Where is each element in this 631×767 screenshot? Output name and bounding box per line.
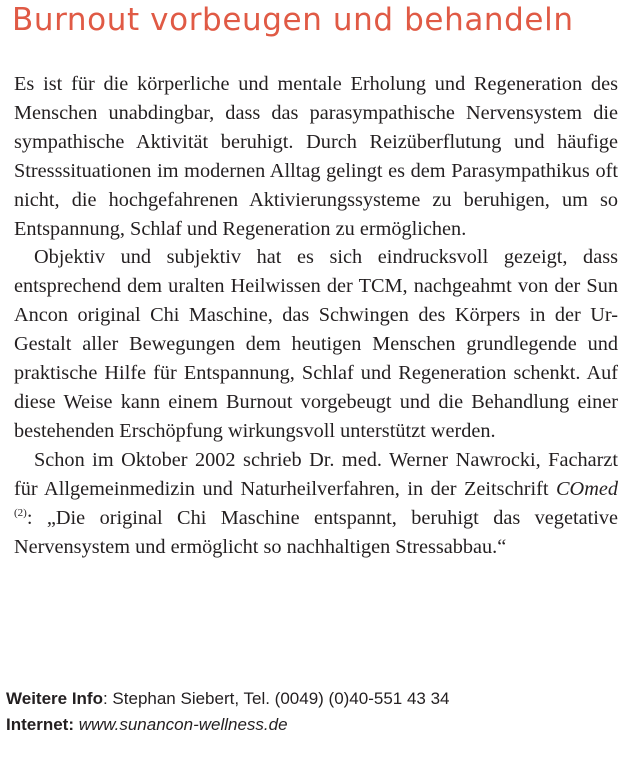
reference-marker: (2): [14, 506, 27, 519]
info-contact: : Stephan Siebert, Tel. (0049) (0)40-551 43 34: [102, 689, 450, 708]
paragraph-1: Es ist für die körperliche und mentale Erholung und Regeneration des Menschen unabdingbar, dass das parasympathische Nervensystem die sympathische Aktivität beruhigt. Durch Reizüberflutung und häufige Stresssituationen im modernen Alltag gelingt es dem Parasympathikus oft nicht, die hochgefahrenen Aktivierungssysteme zu beruhigen, um so Entspannung, Schlaf und Regeneration zu ermöglichen.: [14, 73, 618, 240]
info-label: Weitere Info: [6, 689, 103, 708]
website-link[interactable]: www.sunancon-wellness.de: [78, 715, 288, 734]
paragraph-3-text: Schon im Oktober 2002 schrieb Dr. med. Werner Nawrocki, Facharzt für Allgemeinmedizin und Naturheilverfahren, in der Zeitschrift: [14, 448, 618, 500]
contact-footer: [6, 686, 450, 738]
quote-text: : „Die original Chi Maschine entspannt, beruhigt das vegetative Nervensystem und ermöglicht so nachhaltigen Stressabbau.“: [14, 506, 618, 558]
paragraph-3: [14, 446, 618, 562]
internet-line: [6, 712, 450, 738]
internet-label: Internet:: [6, 715, 74, 734]
article-body: [14, 70, 618, 561]
article-title: Burnout vorbeugen und behandeln: [12, 2, 574, 38]
journal-name: COmed: [556, 477, 618, 500]
paragraph-2: Objektiv und subjektiv hat es sich eindrucksvoll gezeigt, dass entsprechend dem uralten Heilwissen der TCM, nachgeahmt von der Sun Ancon original Chi Maschine, das Schwingen des Körpers in der Ur-Gestalt aller Bewegungen dem heutigen Menschen grundlegende und praktische Hilfe für Entspannung, Schlaf und Regeneration schenkt. Auf diese Weise kann einem Burnout vorgebeugt und die Behandlung einer bestehenden Erschöpfung wirkungsvoll unterstützt werden.: [14, 246, 618, 442]
info-line: [6, 686, 450, 712]
